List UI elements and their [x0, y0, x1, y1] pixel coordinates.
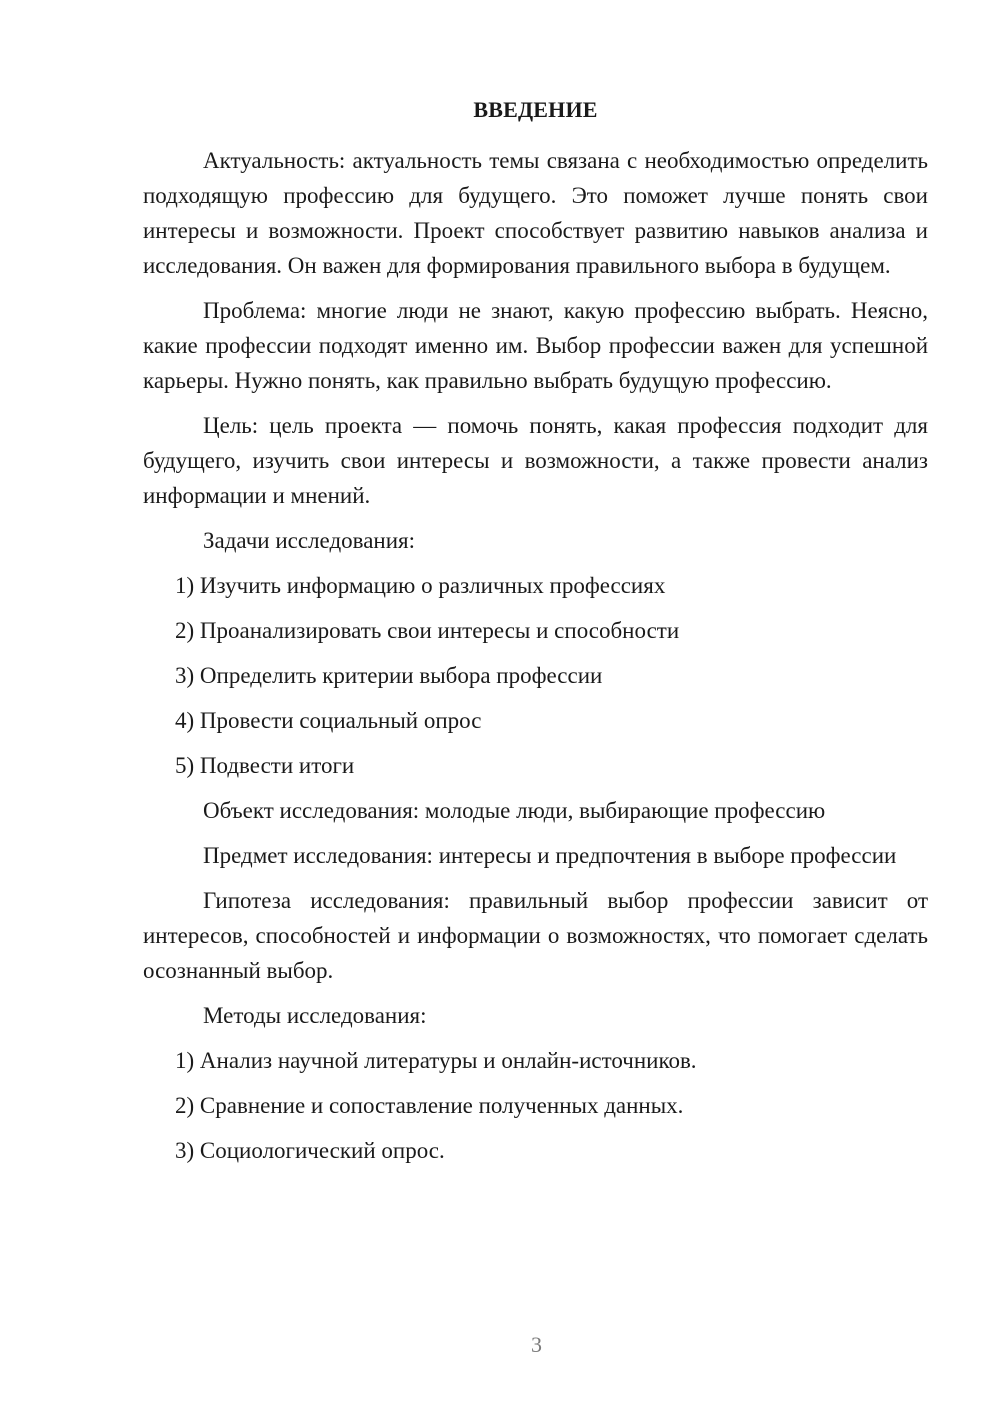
- task-item: 5) Подвести итоги: [175, 753, 355, 778]
- object-paragraph: Объект исследования: молодые люди, выбирающие профессию: [203, 798, 826, 823]
- method-item: 2) Сравнение и сопоставление полученных данных.: [175, 1093, 684, 1118]
- relevance-paragraph: Актуальность: актуальность темы связана с необходимостью определить подходящую профессию для будущего. Это поможет лучше понять свои интересы и возможности. Проект способствует развитию навыков анализа и исследования. Он важен для формирования правильного выбора в будущем.: [143, 148, 928, 278]
- page-number: 3: [531, 1332, 542, 1357]
- task-item: 2) Проанализировать свои интересы и способности: [175, 618, 680, 643]
- methods-heading: Методы исследования:: [203, 1003, 427, 1028]
- task-item: 4) Провести социальный опрос: [175, 708, 482, 733]
- task-item: 3) Определить критерии выбора профессии: [175, 663, 603, 688]
- subject-paragraph: Предмет исследования: интересы и предпочтения в выборе профессии: [203, 843, 897, 868]
- problem-paragraph: Проблема: многие люди не знают, какую профессию выбрать. Неясно, какие профессии подходят именно им. Выбор профессии важен для успешной карьеры. Нужно понять, как правильно выбрать будущую профессию.: [143, 298, 928, 393]
- goal-paragraph: Цель: цель проекта — помочь понять, какая профессия подходит для будущего, изучить свои интересы и возможности, а также провести анализ информации и мнений.: [143, 413, 928, 508]
- task-item: 1) Изучить информацию о различных профессиях: [175, 573, 666, 598]
- hypothesis-paragraph: Гипотеза исследования: правильный выбор профессии зависит от интересов, способностей и информации о возможностях, что помогает сделать осознанный выбор.: [143, 888, 928, 983]
- method-item: 1) Анализ научной литературы и онлайн-источников.: [175, 1048, 697, 1073]
- page-title: ВВЕДЕНИЕ: [473, 97, 598, 122]
- method-item: 3) Социологический опрос.: [175, 1138, 445, 1163]
- tasks-heading: Задачи исследования:: [203, 528, 416, 553]
- document-body: [143, 95, 928, 1178]
